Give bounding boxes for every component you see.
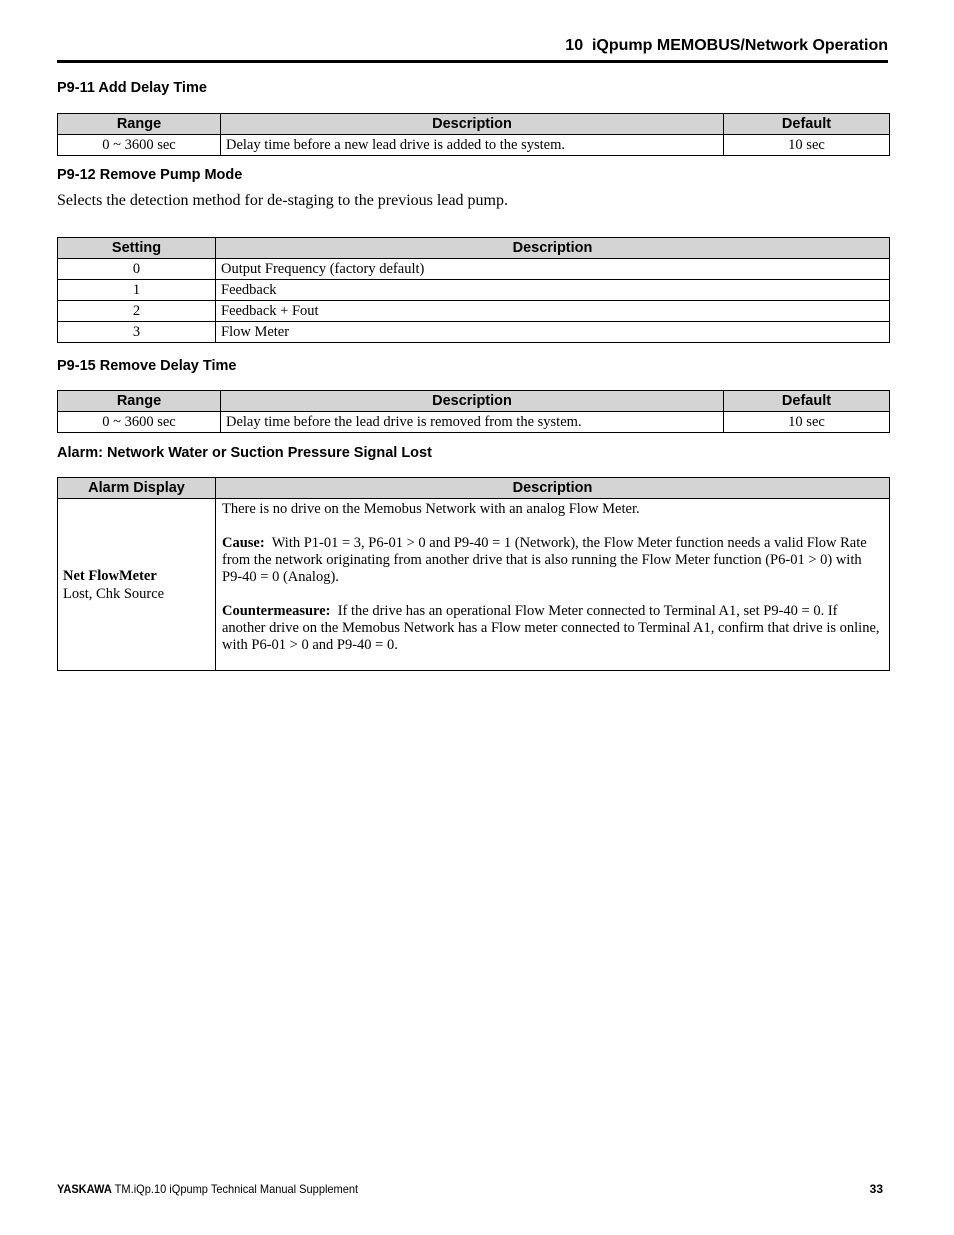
table-p9-12 (57, 237, 890, 343)
table-row (58, 499, 890, 671)
countermeasure-text: If the drive has an operational Flow Meter connected to Terminal A1, set P9-40 = 0. If another drive on the Memobus Network has a Flow meter connected to Terminal A1, confirm that drive is online, with P6-01 > 0 and P9-40 = 0. (222, 603, 880, 653)
column-header-alarm-display: Alarm Display (58, 478, 216, 499)
cell-range: 0 ~ 3600 sec (58, 135, 221, 156)
cell-default: 10 sec (724, 135, 890, 156)
page-number: 33 (869, 1182, 883, 1196)
header-rule (57, 60, 888, 63)
table-row (58, 412, 890, 433)
cell-description: Feedback + Fout (216, 301, 890, 322)
footer-doc-title: TM.iQp.10 iQpump Technical Manual Supplement (114, 1182, 359, 1196)
section-heading-p9-12: P9-12 Remove Pump Mode (57, 167, 243, 183)
cell-setting: 3 (58, 322, 216, 343)
countermeasure-label: Countermeasure: (222, 603, 331, 619)
cause-label: Cause: (222, 535, 265, 551)
cell-description: Delay time before a new lead drive is added to the system. (221, 135, 724, 156)
cell-description: Delay time before the lead drive is removed from the system. (221, 412, 724, 433)
section-intro-p9-12: Selects the detection method for de-staging to the previous lead pump. (57, 192, 508, 209)
column-header-default: Default (724, 391, 890, 412)
cell-setting: 0 (58, 259, 216, 280)
cause-text: With P1-01 = 3, P6-01 > 0 and P9-40 = 1 (Network), the Flow Meter function needs a valid Flow Rate from the network originating from another drive that is also running the Flow Meter function (P6-01 > 0) with P9-40 = 0 (Analog). (222, 535, 867, 585)
table-row (58, 280, 890, 301)
column-header-range: Range (58, 391, 221, 412)
alarm-cause (222, 535, 884, 586)
table-alarm (57, 477, 890, 671)
section-heading-p9-11: P9-11 Add Delay Time (57, 80, 207, 96)
table-header-row (58, 391, 890, 412)
cell-alarm-description (216, 499, 890, 671)
cell-alarm-display (58, 499, 216, 671)
section-heading-alarm: Alarm: Network Water or Suction Pressure Signal Lost (57, 445, 432, 461)
table-header-row (58, 238, 890, 259)
table-header-row (58, 478, 890, 499)
footer-brand: YASKAWA (57, 1182, 112, 1196)
column-header-description: Description (221, 391, 724, 412)
cell-setting: 2 (58, 301, 216, 322)
column-header-description: Description (216, 478, 890, 499)
cell-range: 0 ~ 3600 sec (58, 412, 221, 433)
section-heading-p9-15: P9-15 Remove Delay Time (57, 358, 237, 374)
column-header-setting: Setting (58, 238, 216, 259)
cell-description: Feedback (216, 280, 890, 301)
column-header-description: Description (216, 238, 890, 259)
table-p9-11 (57, 113, 890, 156)
alarm-countermeasure (222, 603, 884, 654)
alarm-display-subtext: Lost, Chk Source (63, 585, 165, 602)
cell-default: 10 sec (724, 412, 890, 433)
table-header-row (58, 114, 890, 135)
page-header-title: 10 iQpump MEMOBUS/Network Operation (565, 37, 888, 54)
cell-setting: 1 (58, 280, 216, 301)
alarm-intro: There is no drive on the Memobus Network with an analog Flow Meter. (222, 501, 640, 517)
cell-description: Output Frequency (factory default) (216, 259, 890, 280)
alarm-display-name: Net FlowMeter (63, 567, 157, 584)
footer-doc-info (57, 1182, 358, 1196)
cell-description: Flow Meter (216, 322, 890, 343)
table-row (58, 301, 890, 322)
table-row (58, 259, 890, 280)
column-header-range: Range (58, 114, 221, 135)
table-row (58, 135, 890, 156)
table-row (58, 322, 890, 343)
table-p9-15 (57, 390, 890, 433)
column-header-description: Description (221, 114, 724, 135)
column-header-default: Default (724, 114, 890, 135)
